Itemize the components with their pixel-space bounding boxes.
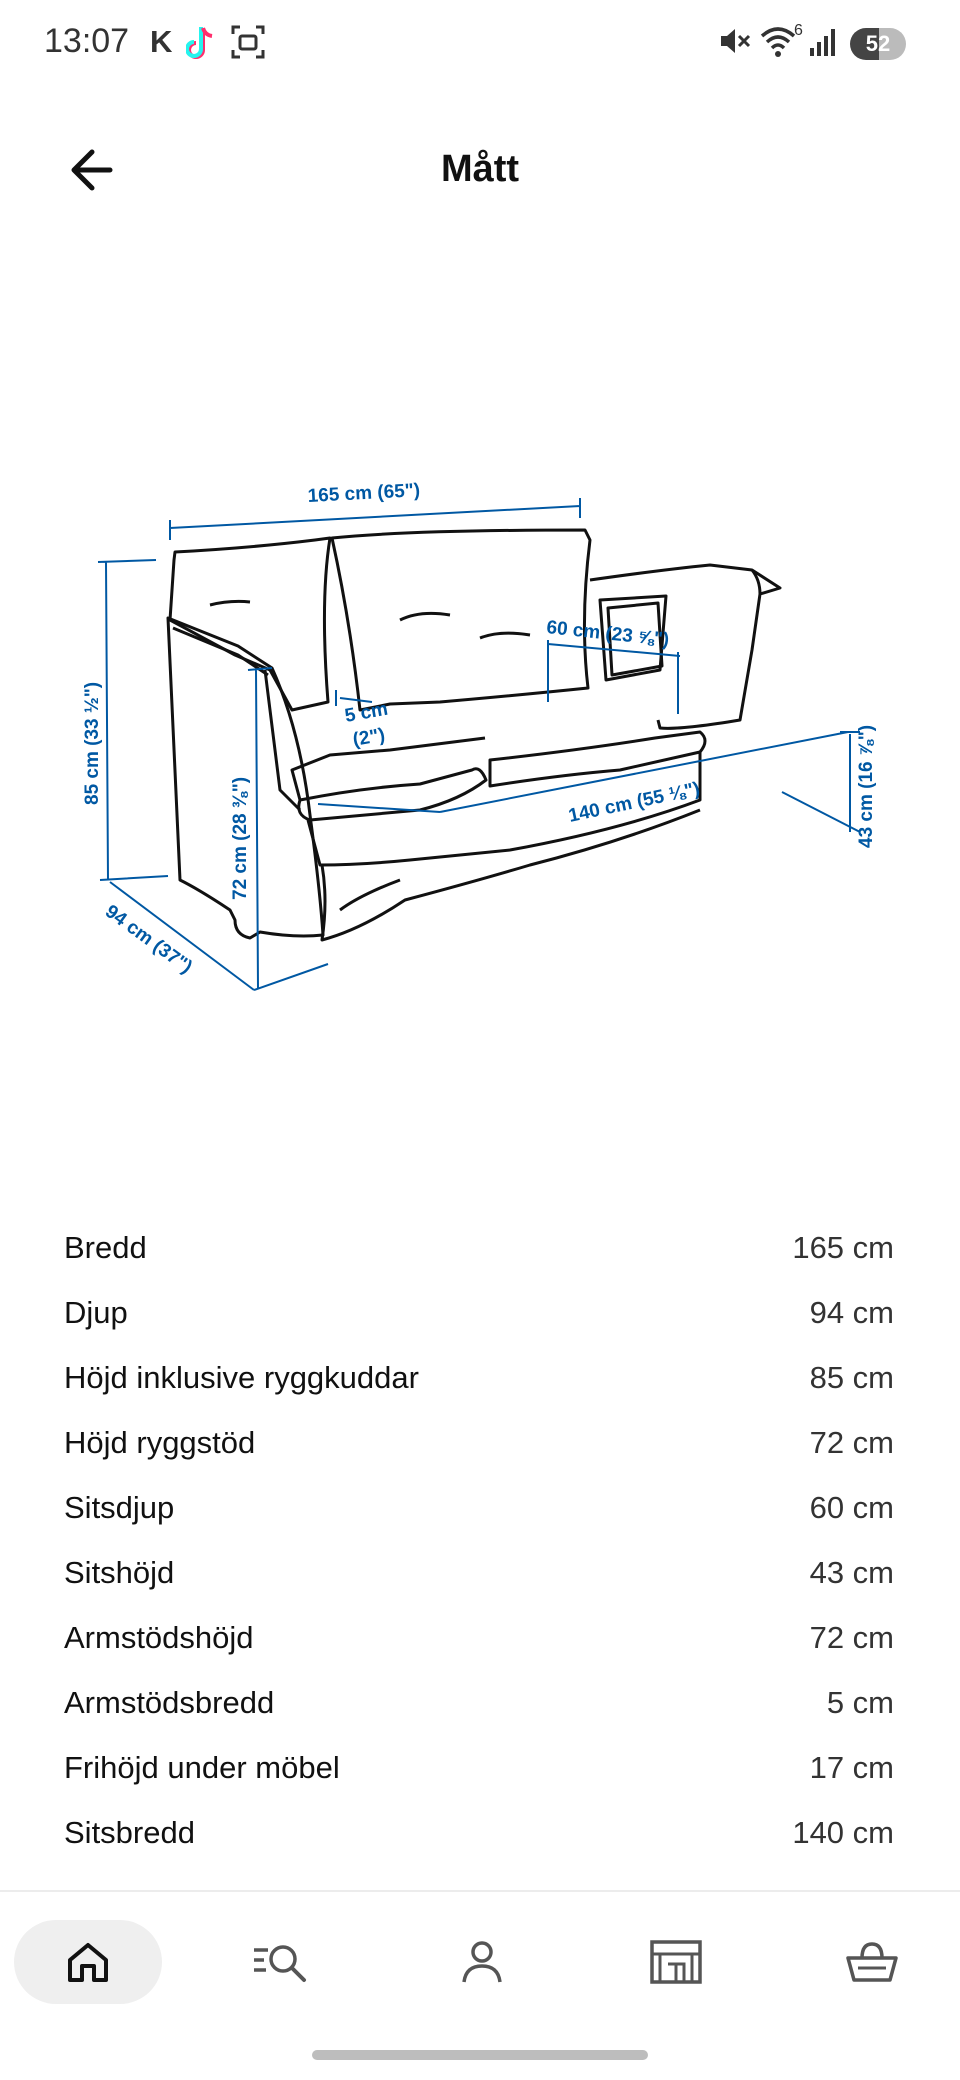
mute-icon (718, 24, 752, 58)
dimension-lines (98, 498, 860, 990)
dimension-value: 5 cm (826, 1684, 894, 1720)
dimension-label: Höjd ryggstöd (64, 1424, 256, 1460)
seat-depth-label: 60 cm (23 ⅝") (545, 617, 671, 651)
profile-icon (458, 1938, 506, 1986)
nav-home[interactable] (14, 1920, 162, 2004)
dimension-row-seat-depth (64, 1475, 894, 1540)
wifi-badge: 6 (794, 22, 803, 39)
home-icon (64, 1938, 112, 1986)
dimension-value: 85 cm (809, 1359, 894, 1395)
dimension-row-height-incl-cushions (64, 1345, 894, 1410)
store-icon (648, 1938, 704, 1986)
dimension-label: Bredd (64, 1229, 147, 1265)
dimension-value: 60 cm (809, 1489, 894, 1525)
arm-width-label-1: 5 cm (343, 698, 390, 727)
dimension-value: 72 cm (809, 1424, 894, 1460)
status-time: 13:07 (44, 22, 130, 60)
depth-label: 94 cm (37") (101, 901, 196, 978)
dimension-value: 140 cm (792, 1814, 894, 1850)
home-indicator (312, 2050, 648, 2060)
dimension-label: Sitsbredd (64, 1814, 195, 1850)
nav-store[interactable] (634, 1920, 718, 2004)
dimension-label: Sitshöjd (64, 1554, 175, 1590)
sofa-dimension-diagram (60, 470, 900, 1000)
dimension-row-width (64, 1215, 894, 1280)
dimension-label: Frihöjd under möbel (64, 1749, 340, 1785)
battery-icon: 52 (850, 28, 906, 60)
dimension-row-back-height (64, 1410, 894, 1475)
cart-icon (844, 1938, 900, 1986)
nav-search[interactable] (240, 1920, 324, 2004)
bottom-nav (0, 1920, 960, 2010)
status-bar (0, 0, 960, 90)
seat-width-label: 140 cm (55 ⅛") (566, 778, 702, 827)
arm-width-label-2: (2") (351, 724, 387, 751)
tiktok-icon (186, 24, 218, 62)
seat-height-label: 43 cm (16 ⅞") (856, 724, 877, 848)
height-label: 85 cm (33 ½") (82, 681, 103, 805)
dimension-row-clearance (64, 1735, 894, 1800)
search-icon (252, 1938, 312, 1986)
dimension-label: Armstödshöjd (64, 1619, 254, 1655)
dimension-label: Armstödsbredd (64, 1684, 275, 1720)
dimension-row-depth (64, 1280, 894, 1345)
dimension-row-armrest-width (64, 1670, 894, 1735)
nav-profile[interactable] (440, 1920, 524, 2004)
dimension-row-seat-height (64, 1540, 894, 1605)
screenshot-icon (230, 24, 266, 60)
nav-divider (0, 1890, 960, 1892)
dimension-label: Sitsdjup (64, 1489, 175, 1525)
dimension-label: Djup (64, 1294, 128, 1330)
dimension-label: Höjd inklusive ryggkuddar (64, 1359, 419, 1395)
dimension-value: 17 cm (809, 1749, 894, 1785)
width-label: 165 cm (65") (307, 480, 421, 507)
dimension-row-armrest-height (64, 1605, 894, 1670)
dimension-value: 94 cm (809, 1294, 894, 1330)
sofa-illustration (168, 530, 780, 940)
back-height-label: 72 cm (28 ⅜") (230, 776, 251, 900)
nav-cart[interactable] (830, 1920, 914, 2004)
page-title: Mått (440, 148, 520, 190)
dimension-value: 43 cm (809, 1554, 894, 1590)
signal-icon (808, 24, 842, 58)
dimension-list (64, 1215, 894, 1865)
dimension-value: 72 cm (809, 1619, 894, 1655)
dimension-value: 165 cm (792, 1229, 894, 1265)
dimension-row-seat-width (64, 1800, 894, 1865)
carrier-letter: K (150, 24, 173, 59)
